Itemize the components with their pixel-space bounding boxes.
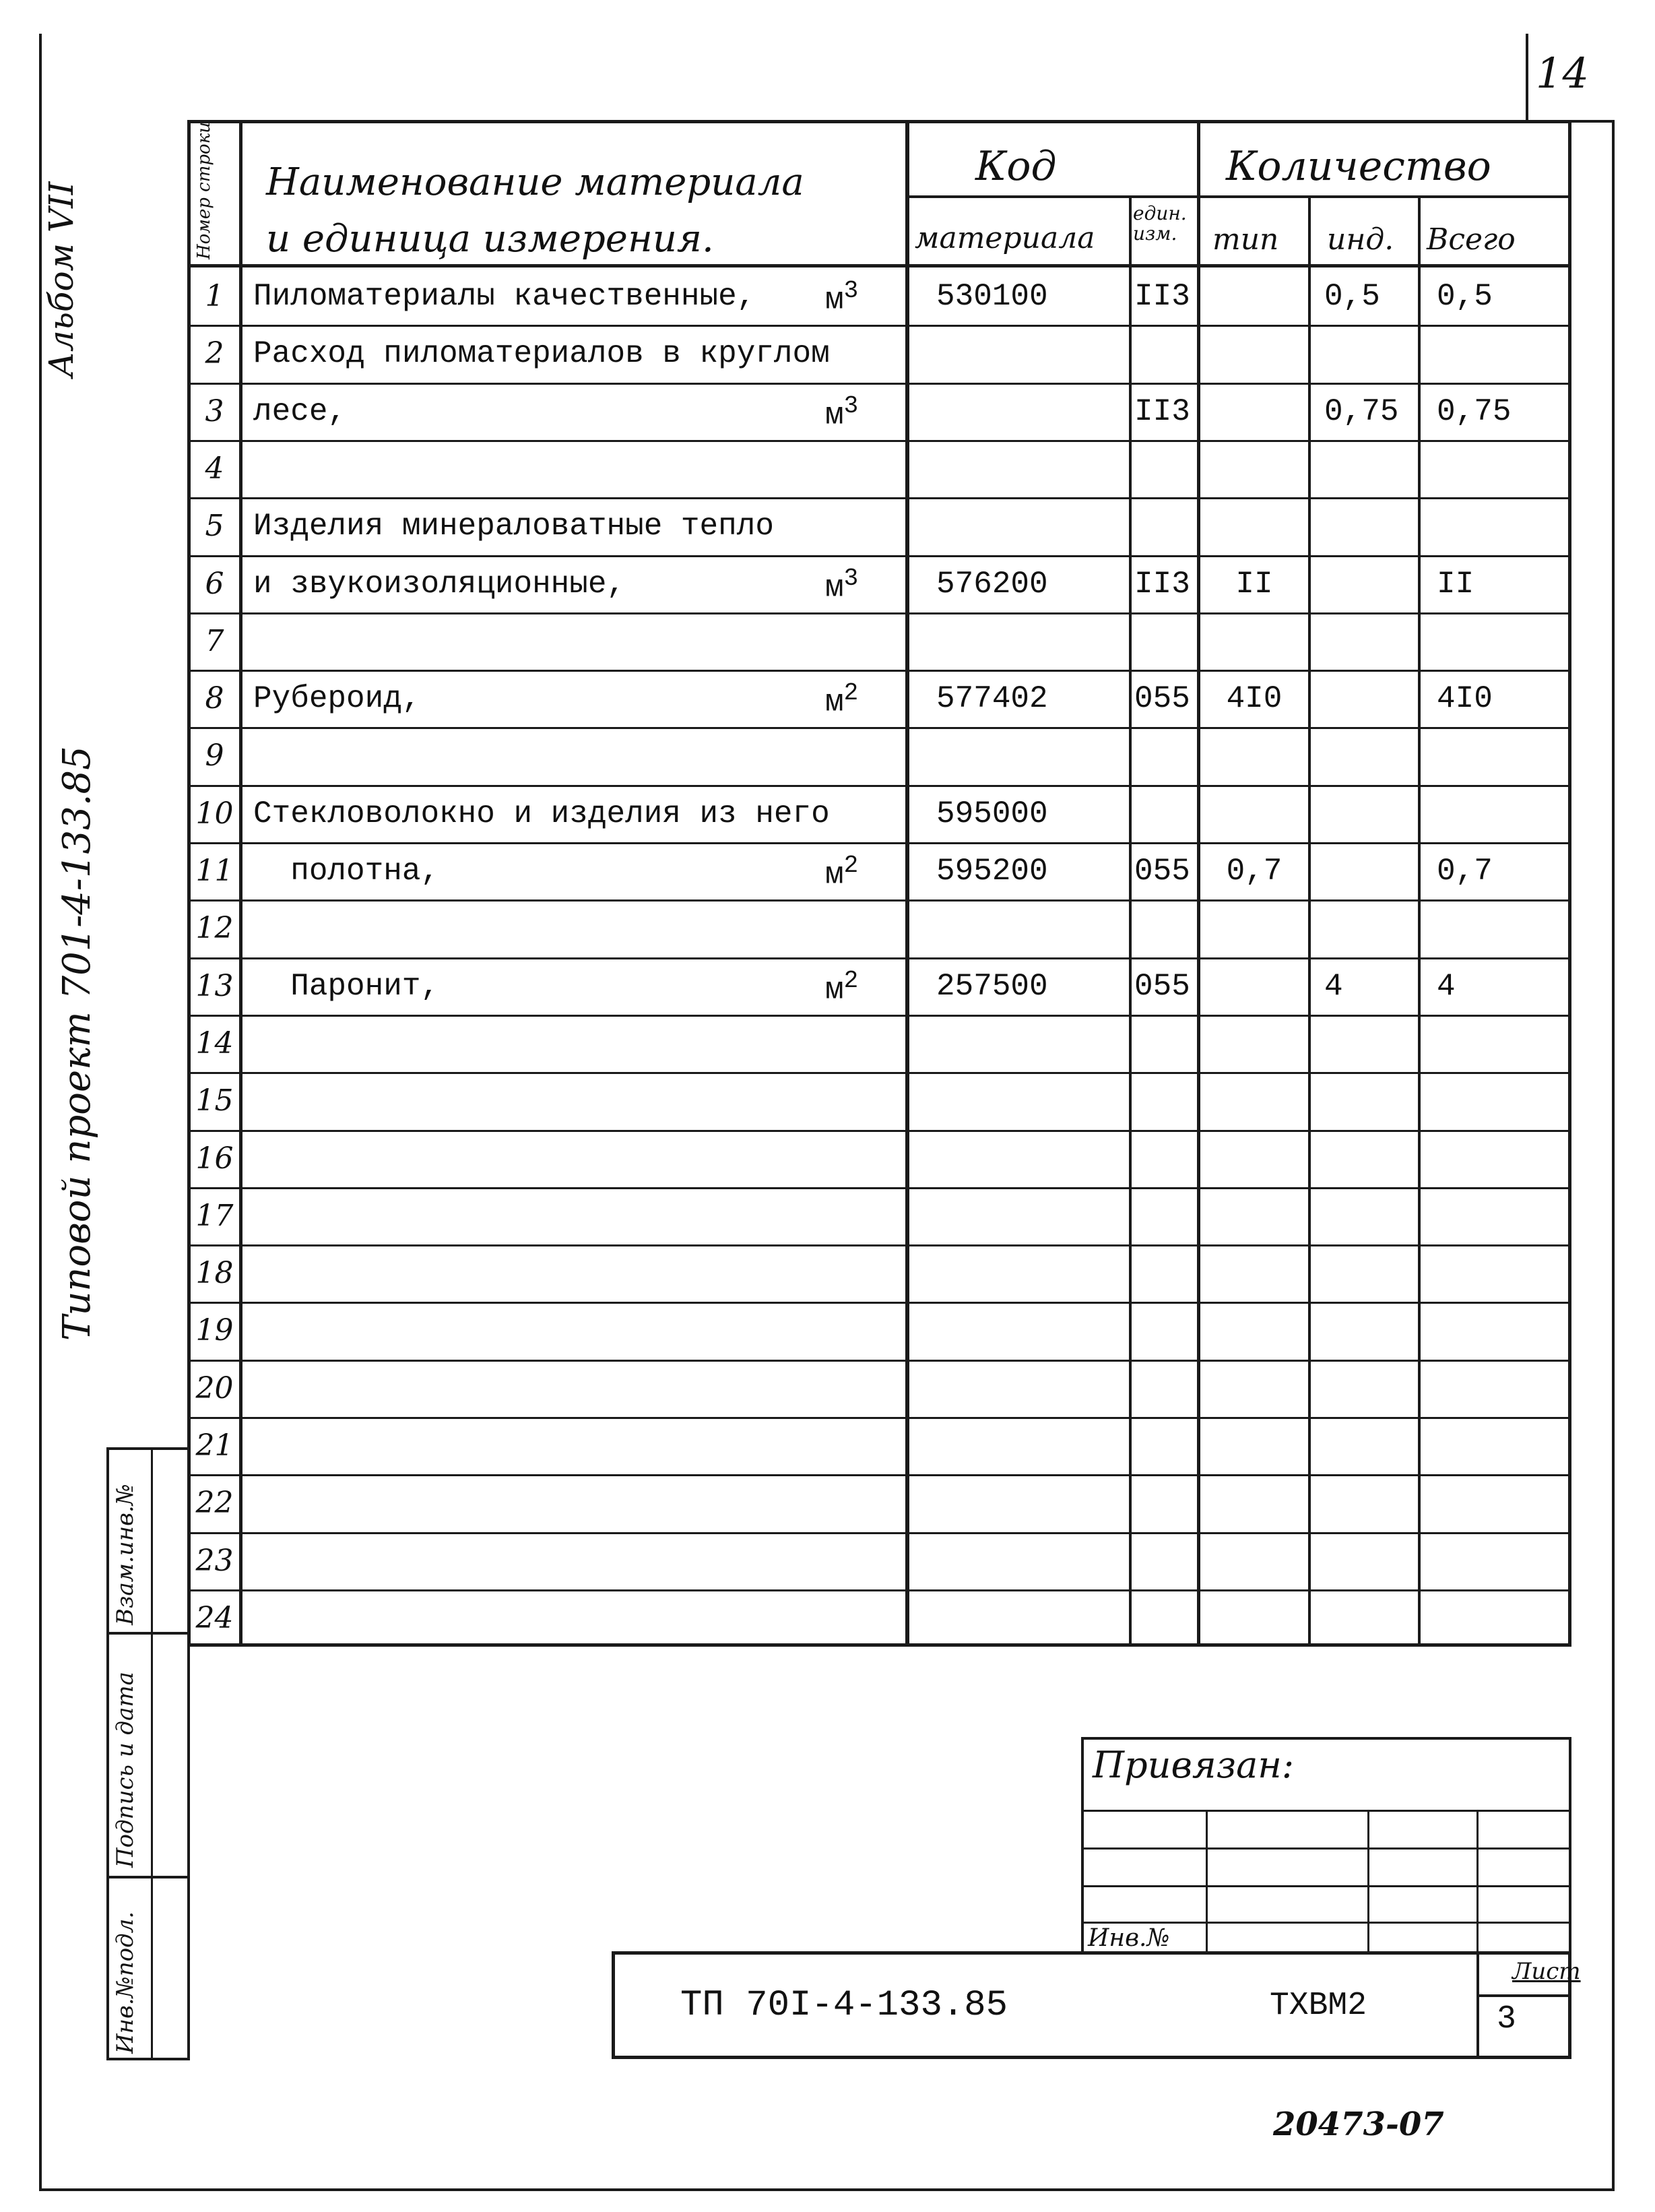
row-ucode: II3 [1134, 393, 1190, 429]
row-ucode [1132, 1589, 1197, 1647]
unit-exponent: 3 [843, 392, 859, 420]
doc-code: ТП 70I-4-133.85 [680, 1985, 1008, 2026]
left-stamp-div1 [106, 1632, 190, 1635]
row-tip [1200, 1015, 1308, 1072]
row-tip [1200, 1589, 1308, 1647]
row-ind [1311, 1187, 1418, 1244]
row-tip [1200, 1302, 1308, 1359]
sheet-number: 3 [1497, 2001, 1516, 2037]
row-total [1421, 1474, 1569, 1531]
row-name [242, 1360, 916, 1417]
row-num: 7 [205, 624, 224, 658]
row-num: 17 [195, 1199, 234, 1233]
row-code [909, 727, 1129, 784]
left-stamp-inner [151, 1447, 153, 2060]
row-total [1421, 1589, 1569, 1647]
row-name [242, 727, 916, 784]
row-total [1421, 325, 1569, 382]
row-tip [1200, 440, 1308, 497]
row-tip [1200, 1417, 1308, 1474]
page-number: 14 [1536, 49, 1589, 98]
privyazan-inv: Инв.№ [1088, 1924, 1170, 1952]
row-unit [825, 565, 858, 605]
row-ucode [1132, 497, 1197, 555]
row-name [242, 1244, 916, 1302]
row-ind [1311, 899, 1418, 957]
row-tip [1200, 899, 1308, 957]
row-num: 19 [195, 1313, 234, 1348]
row-unit [825, 852, 858, 892]
row-num: 14 [195, 1026, 234, 1061]
row-ind [1311, 555, 1418, 612]
row-tip [1200, 785, 1308, 842]
row-code [909, 1417, 1129, 1474]
row-num: 5 [205, 509, 224, 543]
unit-exponent: 2 [843, 967, 859, 994]
row-name [242, 1187, 916, 1244]
row-name [242, 1072, 916, 1129]
row-total [1421, 440, 1569, 497]
priv-h4 [1081, 1922, 1571, 1924]
project-label: Типовой проект 701-4-133.85 [55, 746, 99, 1341]
row-name: лесе, [253, 393, 347, 429]
row-num: 11 [195, 854, 234, 888]
row-code [909, 383, 1129, 440]
row-tip [1200, 612, 1308, 670]
row-ucode [1132, 1360, 1197, 1417]
row-num: 23 [195, 1544, 234, 1578]
row-tip [1200, 1072, 1308, 1129]
row-num: 10 [195, 796, 234, 831]
row-tip [1200, 957, 1308, 1015]
row-total: II [1437, 566, 1474, 602]
row-total: 0,75 [1437, 393, 1512, 429]
frame-right [1612, 121, 1615, 2191]
row-ucode [1132, 1130, 1197, 1187]
row-ind [1311, 1589, 1418, 1647]
row-name: Стекловолокно и изделия из него [253, 796, 830, 831]
row-name [242, 1532, 916, 1589]
row-num: 20 [195, 1371, 234, 1405]
row-code [909, 1187, 1129, 1244]
stamp-podpis: Подпись и дата [112, 1672, 139, 1868]
unit-symbol: м [825, 282, 844, 318]
row-tip [1200, 497, 1308, 555]
row-code [909, 1589, 1129, 1647]
row-ucode [1132, 1072, 1197, 1129]
row-num: 22 [195, 1486, 234, 1520]
row-ucode [1132, 1244, 1197, 1302]
header-qty-ind: инд. [1327, 222, 1394, 257]
priv-h1 [1081, 1810, 1571, 1812]
row-ind [1311, 1417, 1418, 1474]
row-ucode [1132, 1474, 1197, 1531]
row-code: 530100 [936, 278, 1048, 314]
row-ind [1311, 727, 1418, 784]
row-code [909, 325, 1129, 382]
row-ucode [1132, 899, 1197, 957]
row-total [1421, 612, 1569, 670]
row-tip [1200, 1130, 1308, 1187]
row-ind: 0,75 [1324, 393, 1399, 429]
row-code [909, 1244, 1129, 1302]
row-name [242, 899, 916, 957]
footer-stamp: 20473-07 [1273, 2106, 1444, 2143]
row-total [1421, 785, 1569, 842]
header-qty: Количество [1226, 143, 1491, 190]
row-total: 4I0 [1437, 681, 1493, 716]
row-code [909, 1130, 1129, 1187]
row-ucode [1132, 1417, 1197, 1474]
row-unit [825, 277, 858, 317]
row-total: 0,7 [1437, 853, 1493, 889]
row-tip [1200, 727, 1308, 784]
header-subline [905, 195, 1571, 198]
unit-exponent: 2 [843, 852, 859, 879]
row-ucode [1132, 1187, 1197, 1244]
header-num: Номер строки [194, 122, 214, 259]
row-num: 18 [195, 1256, 234, 1290]
row-num: 3 [205, 394, 224, 429]
row-code [909, 1474, 1129, 1531]
row-code: 595000 [936, 796, 1048, 831]
header-name-line2: и единица измерения. [266, 217, 714, 261]
row-code [909, 899, 1129, 957]
unit-exponent: 3 [843, 565, 859, 592]
row-unit [825, 392, 858, 433]
left-stamp-div2 [106, 1876, 190, 1878]
row-code [909, 497, 1129, 555]
row-tip: 0,7 [1226, 853, 1283, 889]
stamp-vzam: Взам.инв.№ [112, 1484, 139, 1625]
row-name: Рубероид, [253, 681, 421, 716]
row-tip [1200, 1187, 1308, 1244]
row-num: 12 [195, 911, 234, 945]
row-code: 595200 [936, 853, 1048, 889]
row-name [242, 440, 916, 497]
row-name [242, 1130, 916, 1187]
row-code: 577402 [936, 681, 1048, 716]
row-total [1421, 1532, 1569, 1589]
row-tip [1200, 383, 1308, 440]
row-name [242, 1589, 916, 1647]
row-ind [1311, 440, 1418, 497]
row-num: 8 [205, 681, 224, 716]
stamp-inv-podl: Инв.№подл. [112, 1911, 139, 2054]
row-ind: 0,5 [1324, 278, 1380, 314]
privyazan-title: Привязан: [1093, 1744, 1295, 1786]
row-num: 6 [205, 567, 224, 601]
row-ind [1311, 1474, 1418, 1531]
row-code [909, 1360, 1129, 1417]
row-ind [1311, 325, 1418, 382]
priv-v1 [1206, 1810, 1208, 1951]
row-ucode [1132, 727, 1197, 784]
header-name-line1: Наименование материала [266, 160, 804, 204]
header-code-material: материала [915, 221, 1095, 255]
row-code [909, 1302, 1129, 1359]
row-ucode [1132, 1015, 1197, 1072]
row-tip [1200, 1360, 1308, 1417]
header-code-unit: един. изм. [1133, 202, 1187, 245]
row-num: 2 [205, 336, 224, 371]
priv-v2 [1367, 1810, 1369, 1951]
row-ind [1311, 1130, 1418, 1187]
doc-mark: ТХВМ2 [1270, 1988, 1367, 2024]
row-ind [1311, 1015, 1418, 1072]
row-tip [1200, 1244, 1308, 1302]
row-name [242, 1474, 916, 1531]
row-name: Изделия минераловатные тепло [253, 508, 774, 544]
unit-symbol: м [825, 857, 844, 893]
row-ucode: II3 [1134, 566, 1190, 602]
row-total [1421, 1015, 1569, 1072]
row-code [909, 1015, 1129, 1072]
row-num: 1 [205, 279, 224, 313]
unit-symbol: м [825, 398, 844, 433]
row-unit [825, 679, 858, 720]
row-ucode [1132, 1532, 1197, 1589]
row-total [1421, 727, 1569, 784]
row-ucode [1132, 785, 1197, 842]
row-ucode: 055 [1134, 681, 1190, 716]
frame-bottom [39, 2188, 1615, 2191]
row-num: 4 [205, 451, 224, 486]
row-ind [1311, 1360, 1418, 1417]
row-name: Пиломатериалы качественные, [253, 278, 756, 314]
row-name [242, 1302, 916, 1359]
row-name [242, 1417, 916, 1474]
row-ind [1311, 670, 1418, 727]
row-ind [1311, 842, 1418, 899]
row-ucode [1132, 612, 1197, 670]
row-name: полотна, [253, 853, 440, 889]
row-total [1421, 1302, 1569, 1359]
row-num: 24 [195, 1601, 234, 1635]
unit-symbol: м [825, 972, 844, 1008]
priv-v3 [1476, 1810, 1479, 1951]
row-ucode [1132, 325, 1197, 382]
row-num: 21 [195, 1428, 234, 1463]
row-tip [1200, 1474, 1308, 1531]
row-total: 4 [1437, 968, 1456, 1004]
row-name [242, 1015, 916, 1072]
row-ucode [1132, 440, 1197, 497]
row-total [1421, 1130, 1569, 1187]
row-tip: 4I0 [1226, 681, 1283, 716]
row-ind [1311, 612, 1418, 670]
row-total: 0,5 [1437, 278, 1493, 314]
header-qty-total: Всего [1427, 222, 1516, 257]
row-ind [1311, 1244, 1418, 1302]
row-ucode: 055 [1134, 968, 1190, 1004]
row-total [1421, 1417, 1569, 1474]
header-code: Код [975, 143, 1057, 190]
row-ucode [1132, 1302, 1197, 1359]
row-tip [1200, 1532, 1308, 1589]
row-code [909, 1072, 1129, 1129]
row-tip [1200, 325, 1308, 382]
row-ind [1311, 1532, 1418, 1589]
row-total [1421, 1360, 1569, 1417]
row-num: 16 [195, 1141, 234, 1176]
unit-exponent: 2 [843, 679, 859, 707]
row-ucode: II3 [1134, 278, 1190, 314]
row-ind [1311, 497, 1418, 555]
row-total [1421, 899, 1569, 957]
row-ind [1311, 1302, 1418, 1359]
row-total [1421, 1244, 1569, 1302]
row-name: Паронит, [253, 968, 440, 1004]
album-label: Альбом VII [42, 181, 81, 377]
row-num: 9 [205, 738, 224, 773]
row-name: Расход пиломатериалов в круглом [253, 336, 830, 371]
row-total [1421, 1072, 1569, 1129]
row-num: 15 [195, 1083, 234, 1118]
row-ucode: 055 [1134, 853, 1190, 889]
row-total [1421, 1187, 1569, 1244]
row-code: 257500 [936, 968, 1048, 1004]
row-name [242, 612, 916, 670]
row-code [909, 1532, 1129, 1589]
priv-h2 [1081, 1847, 1571, 1850]
row-code: 576200 [936, 566, 1048, 602]
row-code [909, 612, 1129, 670]
unit-symbol: м [825, 685, 844, 720]
row-tip [1200, 267, 1308, 325]
row-unit [825, 967, 858, 1007]
row-code [909, 440, 1129, 497]
priv-h3 [1081, 1885, 1571, 1887]
sheet-label: Лист [1512, 1958, 1581, 1985]
row-num: 13 [195, 969, 234, 1003]
title-sheet-h [1476, 1994, 1571, 1997]
unit-symbol: м [825, 570, 844, 606]
row-ind: 4 [1324, 968, 1343, 1004]
row-ind [1311, 785, 1418, 842]
header-qty-tip: тип [1212, 222, 1279, 257]
row-name: и звукоизоляционные, [253, 566, 626, 602]
row-total [1421, 497, 1569, 555]
row-ind [1311, 1072, 1418, 1129]
unit-exponent: 3 [843, 277, 859, 305]
title-sheet-v [1476, 1951, 1479, 2059]
row-tip: II [1235, 566, 1273, 602]
